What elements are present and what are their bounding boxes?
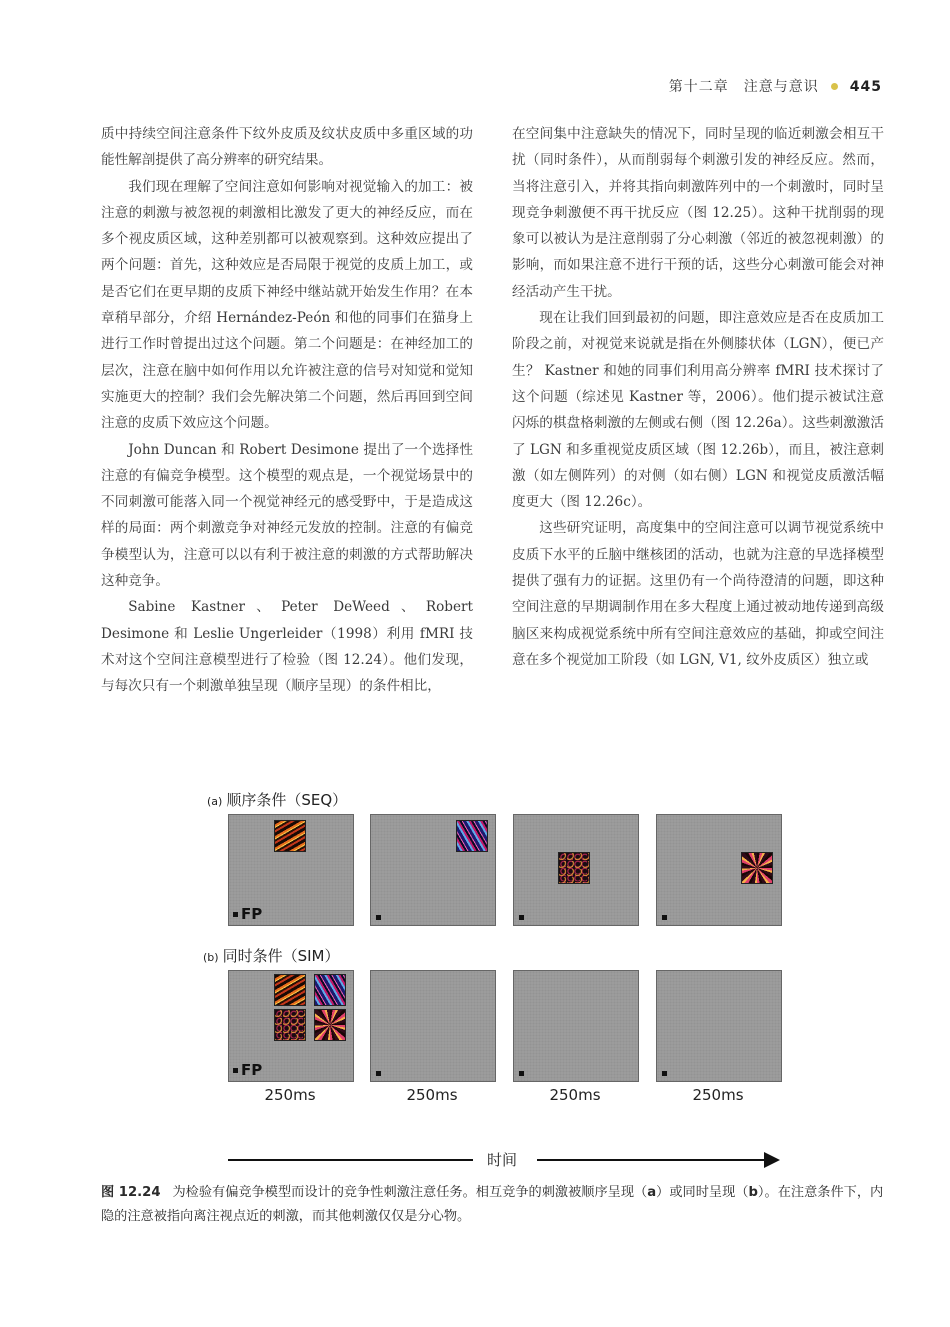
figure-12-24 [0, 780, 950, 1180]
page-number: 445 [849, 79, 882, 95]
paragraph: 在空间集中注意缺失的情况下，同时呈现的临近刺激会相互干扰（同时条件），从而削弱每个刺激引发的神经反应。然而，当将注意引入，并将其指向刺激阵列中的一个刺激时，同时呈现竞争刺激便不再干扰反应（图 12.25）。这种干扰削弱的现象可以被认为是注意削弱了分心刺激（邻近的被忽视刺激）的影响，而如果注意不进行干预的话，这些分心刺激可能会对神经活动产生干扰。 [512, 126, 884, 300]
header-dot-icon [831, 83, 838, 90]
duration-label: 250ms [549, 1086, 601, 1104]
paragraph: 现在让我们回到最初的问题，即注意效应是否在皮质加工阶段之前，对视觉来说就是指在外侧膝状体（LGN），便已产生？ Kastner 和她的同事们利用高分辨率 fMRI 技术探讨了这个问题（综述见 Kastner 等，2006）。他们提示被试注意闪烁的棋盘格刺激的左侧或右侧（图 12.26a）。这些刺激激活了 LGN 和多重视觉皮质区域（图 12.26b），而且，被注意刺激（如左侧阵列）的对侧（如右侧）LGN 和视觉皮质激活幅度更大（图 12.26c）。 [512, 310, 884, 511]
sim-panel-4 [656, 970, 782, 1082]
figure-caption: 图 12.24 为检验有偏竞争模型而设计的竞争性刺激注意任务。相互竞争的刺激被顺序呈现（a）或同时呈现（b）。在注意条件下，内隐的注意被指向离注视点近的刺激，而其他刺激仅仅是分心物。 [101, 1185, 884, 1224]
duration-label: 250ms [264, 1086, 316, 1104]
paragraph: John Duncan 和 Robert Desimone 提出了一个选择性注意的有偏竞争模型。这个模型的观点是，一个视觉场景中的不同刺激可能落入同一个视觉神经元的感受野中，于是造成这样的局面：两个刺激竞争对神经元发放的控制。注意的有偏竞争模型认为，注意可以以有利于被注意的刺激的方式帮助解决这种竞争。 [101, 441, 473, 590]
fixation-square-icon [519, 915, 524, 920]
stimulus-image [314, 1009, 346, 1041]
seq-panel-3 [513, 814, 639, 926]
timeline-line-right [537, 1159, 765, 1161]
sim-condition-label: (b) 同时条件（SIM） [203, 947, 340, 965]
fixation-square-icon [376, 1071, 381, 1076]
fixation-square-icon [376, 915, 381, 920]
time-axis-label: 时间 [487, 1151, 518, 1169]
stimulus-image [558, 852, 590, 884]
fixation-square-icon [233, 1068, 238, 1073]
fixation-square-icon [233, 912, 238, 917]
stimulus-image [274, 1009, 306, 1041]
paragraph: 我们现在理解了空间注意如何影响对视觉输入的加工：被注意的刺激与被忽视的刺激相比激发了更大的神经反应，而在多个视皮质区域，这种差别都可以被观察到。这种效应提出了两个问题：首先，这种效应是否局限于视觉的皮质上加工，或是否它们在更早期的皮质下神经中继站就开始发生作用？在本章稍早部分，介绍 Hernández-Peón 和他的同事们在猫身上进行工作时曾提出过这个问题。第二个问题是：在神经加工的层次，注意在脑中如何作用以允许被注意的信号对知觉和觉知实施更大的控制？我们会先解决第二个问题，然后再回到空间注意的皮质下效应这个问题。 [101, 178, 473, 432]
arrow-right-icon [764, 1152, 780, 1168]
running-header [669, 76, 882, 96]
right-column [512, 121, 884, 673]
sim-panel-2 [370, 970, 496, 1082]
chapter-title: 第十二章 注意与意识 [668, 79, 819, 95]
seq-panel-2 [370, 814, 496, 926]
fixation-point-label: FP [233, 907, 262, 922]
duration-label: 250ms [406, 1086, 458, 1104]
seq-condition-label: (a) 顺序条件（SEQ） [207, 791, 348, 809]
stimulus-image [456, 820, 488, 852]
sim-panel-1 [228, 970, 354, 1082]
figure-number: 图 12.24 [101, 1185, 161, 1200]
stimulus-image [274, 974, 306, 1006]
paragraph: 这些研究证明，高度集中的空间注意可以调节视觉系统中皮质下水平的丘脑中继核团的活动，也就为注意的早选择模型提供了强有力的证据。这里仍有一个尚待澄清的问题，即这种空间注意的早期调制作用在多大程度上通过被动地传递到高级脑区来构成视觉系统中所有空间注意效应的基础，抑或空间注意在多个视觉加工阶段（如 LGN, V1, 纹外皮质区）独立或 [512, 520, 884, 668]
stimulus-image [741, 852, 773, 884]
fixation-square-icon [662, 1071, 667, 1076]
fixation-square-icon [519, 1071, 524, 1076]
duration-label: 250ms [692, 1086, 744, 1104]
seq-panel-1 [228, 814, 354, 926]
paragraph: 质中持续空间注意条件下纹外皮质及纹状皮质中多重区域的功能性解剖提供了高分辨率的研究结果。 [101, 126, 473, 169]
stimulus-image [314, 974, 346, 1006]
sim-panel-3 [513, 970, 639, 1082]
left-column [101, 121, 473, 700]
timeline-line-left [228, 1159, 473, 1161]
fixation-square-icon [662, 915, 667, 920]
fixation-point-label: FP [233, 1063, 262, 1078]
seq-panel-4 [656, 814, 782, 926]
stimulus-image [274, 820, 306, 852]
paragraph: Sabine Kastner、Peter DeWeed、Robert Desimone 和 Leslie Ungerleider（1998）利用 fMRI 技术对这个空间注意模型进行了检验（图 12.24）。他们发现，与每次只有一个刺激单独呈现（顺序呈现）的条件相比， [101, 599, 473, 695]
